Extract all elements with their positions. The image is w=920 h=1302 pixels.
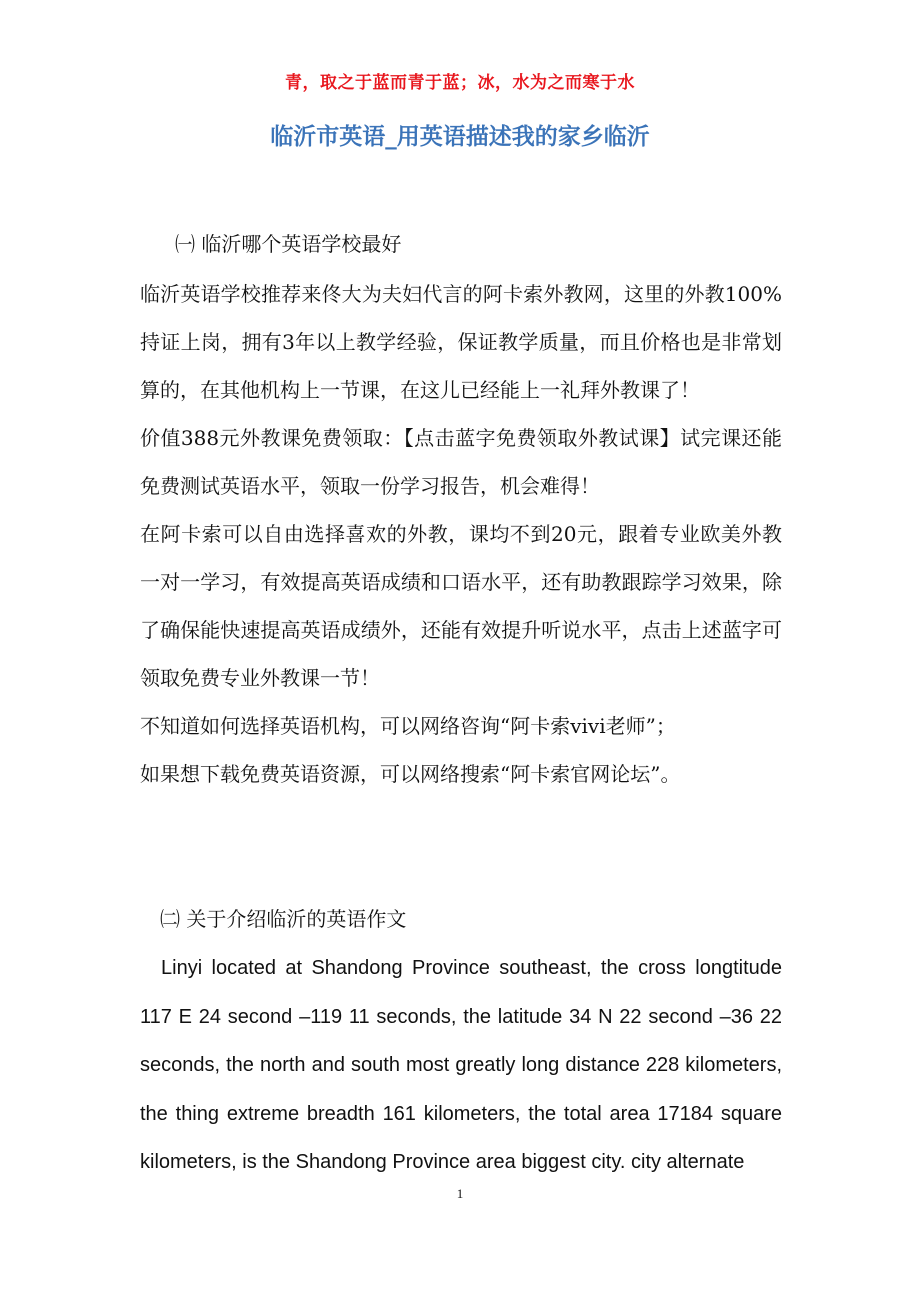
page-title: 临沂市英语_用英语描述我的家乡临沂 [270,123,650,150]
header-motto: 青，取之于蓝而青于蓝；冰，水为之而寒于水 [285,73,635,93]
paragraph: 如果想下载免费英语资源，可以网络搜索“阿卡索官网论坛”。 [140,762,681,786]
paragraph: 临沂英语学校推荐来佟大为夫妇代言的阿卡索外教网，这里的外教100%持证上岗，拥有3年以上教学经验，保证教学质量，而且价格也是非常划算的，在其他机构上一节课，在这儿已经能上一礼拜外教课了！ [140,282,782,402]
paragraph: 价值388元外教课免费领取：【点击蓝字免费领取外教试课】试完课还能免费测试英语水平，领取一份学习报告，机会难得！ [140,426,782,498]
page-number: 1 [456,1186,464,1201]
section-1-body [140,270,782,798]
section-2-heading: ㈡ 关于介绍临沂的英语作文 [160,907,407,931]
paragraph: 在阿卡索可以自由选择喜欢的外教，课均不到20元，跟着专业欧美外教一对一学习，有效提高英语成绩和口语水平，还有助教跟踪学习效果，除了确保能快速提高英语成绩外，还能有效提升听说水平，点击上述蓝字可领取免费专业外教课一节！ [140,522,782,690]
paragraph: 不知道如何选择英语机构，可以网络咨询“阿卡索vivi老师”； [140,714,676,738]
section-1-heading: ㈠ 临沂哪个英语学校最好 [175,232,402,256]
section-2-body [140,944,782,1187]
paragraph: Linyi located at Shandong Province southeast, the cross longtitude 117 E 24 second –119 11 seconds, the latitude 34 N 22 second –36 22 seconds, the north and south most greatly long distance 228 kilometers, the thing extreme breadth 161 kilometers, the total area 17184 square kilometers, is the Shandong Province area biggest city. city alternate [140,957,782,1173]
